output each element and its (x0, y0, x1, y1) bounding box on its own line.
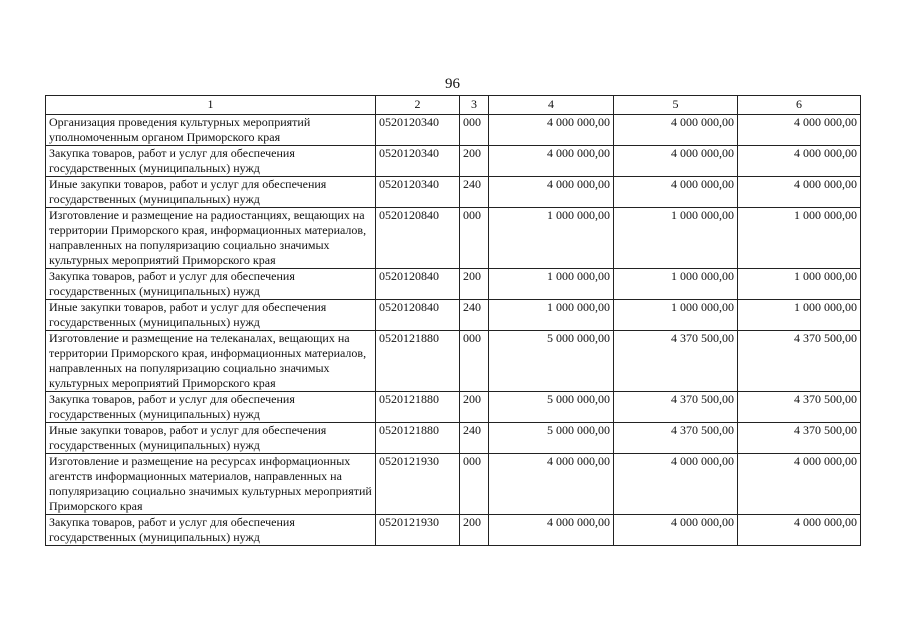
cell-amount-col5: 4 000 000,00 (614, 177, 738, 208)
cell-name: Закупка товаров, работ и услуг для обеспечения государственных (муниципальных) нужд (46, 269, 376, 300)
cell-amount-col6: 1 000 000,00 (738, 300, 861, 331)
header-col-2: 2 (376, 96, 460, 115)
cell-code: 0520121880 (376, 423, 460, 454)
cell-amount-col6: 4 370 500,00 (738, 331, 861, 392)
cell-amount-col5: 4 000 000,00 (614, 515, 738, 546)
table-row (46, 208, 861, 269)
cell-code: 0520120840 (376, 208, 460, 269)
table-row (46, 177, 861, 208)
cell-code: 0520120340 (376, 177, 460, 208)
cell-code: 0520120840 (376, 300, 460, 331)
table-row (46, 115, 861, 146)
cell-name: Закупка товаров, работ и услуг для обеспечения государственных (муниципальных) нужд (46, 146, 376, 177)
table-row (46, 146, 861, 177)
cell-code: 0520120340 (376, 146, 460, 177)
table-row (46, 454, 861, 515)
table-row (46, 331, 861, 392)
cell-amount-col5: 1 000 000,00 (614, 269, 738, 300)
cell-amount-col6: 4 000 000,00 (738, 454, 861, 515)
cell-amount-col6: 4 370 500,00 (738, 392, 861, 423)
cell-code: 0520121930 (376, 515, 460, 546)
cell-expense-type: 200 (460, 392, 489, 423)
cell-expense-type: 240 (460, 423, 489, 454)
cell-code: 0520121930 (376, 454, 460, 515)
cell-amount-col6: 1 000 000,00 (738, 269, 861, 300)
cell-amount-col6: 4 000 000,00 (738, 177, 861, 208)
cell-name: Иные закупки товаров, работ и услуг для обеспечения государственных (муниципальных) нужд (46, 423, 376, 454)
header-col-3: 3 (460, 96, 489, 115)
header-row (46, 96, 861, 115)
cell-amount-col5: 1 000 000,00 (614, 208, 738, 269)
cell-amount-col6: 4 000 000,00 (738, 515, 861, 546)
cell-amount-col4: 4 000 000,00 (489, 454, 614, 515)
cell-amount-col5: 4 370 500,00 (614, 331, 738, 392)
cell-expense-type: 200 (460, 146, 489, 177)
cell-amount-col4: 5 000 000,00 (489, 392, 614, 423)
cell-amount-col5: 4 370 500,00 (614, 423, 738, 454)
table-row (46, 515, 861, 546)
cell-name: Организация проведения культурных мероприятий уполномоченным органом Приморского края (46, 115, 376, 146)
table-body (46, 115, 861, 546)
cell-name: Изготовление и размещение на ресурсах информационных агентств информационных материалов, направленных на популяризацию социально значимых культурных мероприятий Приморского края (46, 454, 376, 515)
cell-name: Изготовление и размещение на радиостанциях, вещающих на территории Приморского края, информационных материалов, направленных на популяризацию социально значимых культурных мероприятий Приморского края (46, 208, 376, 269)
table-row (46, 392, 861, 423)
cell-amount-col5: 4 000 000,00 (614, 115, 738, 146)
cell-amount-col6: 4 370 500,00 (738, 423, 861, 454)
cell-name: Закупка товаров, работ и услуг для обеспечения государственных (муниципальных) нужд (46, 392, 376, 423)
cell-expense-type: 240 (460, 300, 489, 331)
cell-expense-type: 000 (460, 331, 489, 392)
cell-expense-type: 000 (460, 454, 489, 515)
cell-expense-type: 240 (460, 177, 489, 208)
cell-expense-type: 200 (460, 269, 489, 300)
cell-code: 0520120840 (376, 269, 460, 300)
cell-amount-col4: 4 000 000,00 (489, 515, 614, 546)
cell-amount-col5: 4 000 000,00 (614, 454, 738, 515)
cell-amount-col5: 1 000 000,00 (614, 300, 738, 331)
header-col-5: 5 (614, 96, 738, 115)
table-row (46, 269, 861, 300)
page-number: 96 (445, 76, 460, 92)
cell-expense-type: 000 (460, 208, 489, 269)
cell-amount-col4: 1 000 000,00 (489, 300, 614, 331)
cell-name: Закупка товаров, работ и услуг для обеспечения государственных (муниципальных) нужд (46, 515, 376, 546)
cell-amount-col4: 5 000 000,00 (489, 423, 614, 454)
cell-amount-col6: 4 000 000,00 (738, 146, 861, 177)
budget-table (45, 95, 861, 546)
header-col-4: 4 (489, 96, 614, 115)
table-row (46, 423, 861, 454)
cell-amount-col4: 4 000 000,00 (489, 177, 614, 208)
cell-code: 0520121880 (376, 331, 460, 392)
cell-amount-col4: 4 000 000,00 (489, 115, 614, 146)
cell-amount-col6: 1 000 000,00 (738, 208, 861, 269)
header-col-1: 1 (46, 96, 376, 115)
table-row (46, 300, 861, 331)
cell-amount-col4: 4 000 000,00 (489, 146, 614, 177)
cell-code: 0520121880 (376, 392, 460, 423)
cell-amount-col5: 4 370 500,00 (614, 392, 738, 423)
cell-expense-type: 200 (460, 515, 489, 546)
cell-name: Иные закупки товаров, работ и услуг для обеспечения государственных (муниципальных) нужд (46, 300, 376, 331)
cell-name: Иные закупки товаров, работ и услуг для обеспечения государственных (муниципальных) нужд (46, 177, 376, 208)
cell-amount-col5: 4 000 000,00 (614, 146, 738, 177)
header-col-6: 6 (738, 96, 861, 115)
cell-name: Изготовление и размещение на телеканалах, вещающих на территории Приморского края, информационных материалов, направленных на популяризацию социально значимых культурных мероприятий Приморского края (46, 331, 376, 392)
cell-code: 0520120340 (376, 115, 460, 146)
cell-expense-type: 000 (460, 115, 489, 146)
cell-amount-col4: 5 000 000,00 (489, 331, 614, 392)
cell-amount-col4: 1 000 000,00 (489, 269, 614, 300)
cell-amount-col4: 1 000 000,00 (489, 208, 614, 269)
cell-amount-col6: 4 000 000,00 (738, 115, 861, 146)
